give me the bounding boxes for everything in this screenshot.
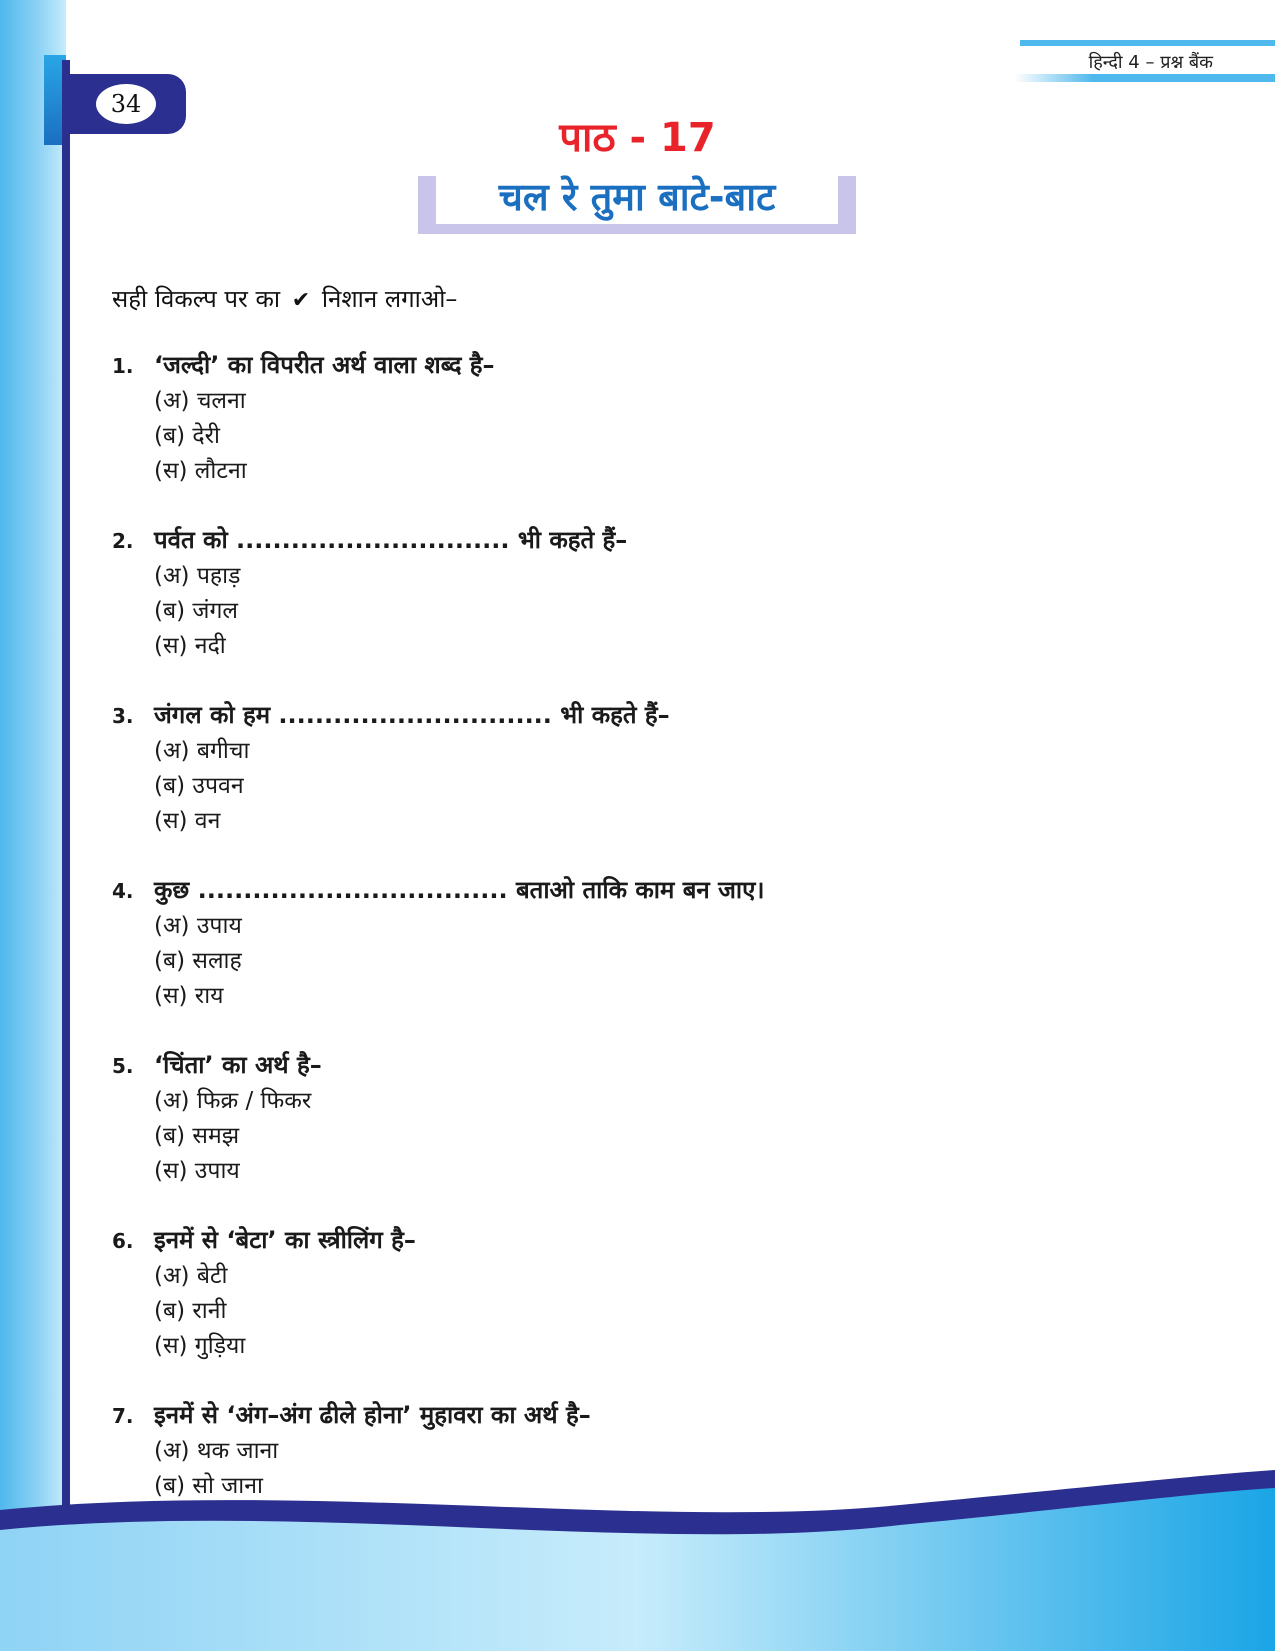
question-number: 1. xyxy=(112,354,134,378)
lesson-title: चल रे तुमा बाटे-बाट xyxy=(436,168,838,224)
question-text: जंगल को हम .............................. भी कहते हैं– xyxy=(154,701,670,729)
question-number: 7. xyxy=(112,1404,134,1428)
answer-option[interactable]: (स) वन xyxy=(154,808,221,834)
answer-option[interactable]: (स) गुड़िया xyxy=(154,1333,246,1359)
question-text: ‘जल्दी’ का विपरीत अर्थ वाला शब्द है– xyxy=(154,351,495,379)
question-number: 3. xyxy=(112,704,134,728)
answer-option[interactable]: (अ) बेटी xyxy=(154,1263,228,1289)
page-number: 34 xyxy=(96,84,156,124)
question-heading xyxy=(112,1048,1162,1084)
lesson-number: पाठ - 17 xyxy=(559,115,716,161)
answer-option[interactable]: (स) लौटना xyxy=(154,458,247,484)
answer-option[interactable]: (ब) देरी xyxy=(154,423,220,449)
answer-option[interactable]: (स) उपाय xyxy=(154,1158,240,1184)
answer-option[interactable]: (अ) उपाय xyxy=(154,913,242,939)
answer-option[interactable]: (ब) सो जाना xyxy=(154,1473,263,1499)
answer-option[interactable]: (ब) रानी xyxy=(154,1298,227,1324)
answer-option[interactable]: (ब) सलाह xyxy=(154,948,242,974)
answer-option[interactable]: (ब) समझ xyxy=(154,1123,240,1149)
answer-option[interactable]: (स) राय xyxy=(154,983,224,1009)
question-number: 4. xyxy=(112,879,134,903)
answer-option[interactable]: (अ) थक जाना xyxy=(154,1438,279,1464)
question-text: इनमें से ‘बेटा’ का स्त्रीलिंग है– xyxy=(154,1226,416,1254)
question-item xyxy=(112,873,1162,1048)
question-number: 5. xyxy=(112,1054,134,1078)
question-heading xyxy=(112,1398,1162,1434)
question-item xyxy=(112,1223,1162,1398)
question-item xyxy=(112,1048,1162,1223)
question-number: 2. xyxy=(112,529,134,553)
header-rule-bottom xyxy=(1015,74,1275,82)
question-text: इनमें से ‘अंग–अंग ढीले होना’ मुहावरा का अर्थ है– xyxy=(154,1401,591,1429)
answer-option[interactable]: (स) नदी xyxy=(154,633,226,659)
answer-option[interactable]: (ब) उपवन xyxy=(154,773,244,799)
question-text: ‘चिंता’ का अर्थ है– xyxy=(154,1051,322,1079)
answer-option[interactable]: (अ) बगीचा xyxy=(154,738,250,764)
header-rule-top xyxy=(1020,40,1275,46)
question-heading xyxy=(112,698,1162,734)
question-item xyxy=(112,348,1162,523)
question-heading xyxy=(112,348,1162,384)
question-item xyxy=(112,523,1162,698)
answer-option[interactable]: (अ) पहाड़ xyxy=(154,563,241,589)
question-heading xyxy=(112,873,1162,909)
answer-option[interactable]: (अ) चलना xyxy=(154,388,246,414)
question-number: 6. xyxy=(112,1229,134,1253)
answer-option[interactable]: (ब) जंगल xyxy=(154,598,238,624)
question-list xyxy=(112,348,1162,1573)
question-heading xyxy=(112,523,1162,559)
left-margin-line xyxy=(62,60,70,1540)
answer-option[interactable]: (अ) फिक्र / फिकर xyxy=(154,1088,312,1114)
instruction-before: सही विकल्प पर का xyxy=(112,285,281,313)
left-decorative-band xyxy=(0,0,66,1651)
book-header: हिन्दी 4 – प्रश्न बैंक xyxy=(1088,52,1213,73)
question-heading xyxy=(112,1223,1162,1259)
instruction-text xyxy=(112,282,457,315)
question-text: पर्वत को .............................. भी कहते हैं– xyxy=(154,526,628,554)
checkmark-icon: ✔ xyxy=(291,288,311,313)
bottom-wave-decoration xyxy=(0,1470,1275,1651)
question-item xyxy=(112,698,1162,873)
question-text: कुछ .................................. बताओ ताकि काम बन जाए। xyxy=(154,876,765,904)
instruction-after: निशान लगाओ– xyxy=(321,285,458,313)
